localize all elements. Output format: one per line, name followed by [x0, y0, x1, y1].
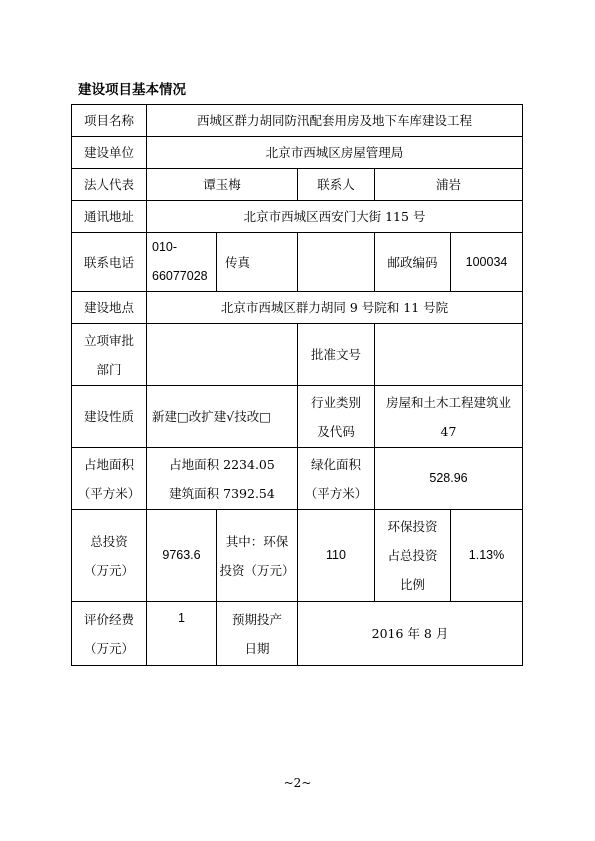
label-investment: [72, 510, 147, 602]
label-area-line2: （平方米）: [77, 485, 141, 501]
label-approval: [72, 324, 147, 386]
label-env-line2: 投资（万元）: [219, 562, 295, 578]
label-construction-unit: 建设单位: [72, 137, 147, 169]
label-address: 通讯地址: [72, 201, 147, 233]
value-industry-line2: 47: [440, 423, 457, 439]
label-investment-line1: 总投资: [90, 533, 128, 549]
row-nature: [72, 386, 523, 448]
label-ratio-line3: 比例: [399, 577, 425, 592]
label-ratio-line2: 占总投资: [387, 548, 438, 563]
value-legal-rep: 谭玉梅: [147, 169, 298, 201]
row-phone: [72, 233, 523, 292]
label-fax: 传真: [217, 233, 298, 292]
label-approval-line1: 立项审批: [83, 332, 134, 348]
value-approval-doc: [375, 324, 523, 386]
label-industry-line1: 行业类别: [310, 394, 361, 410]
value-assessment: 1: [147, 602, 217, 666]
value-phone: 010-66077028: [147, 233, 217, 292]
row-legal-rep: [72, 169, 523, 201]
label-nature: 建设性质: [72, 386, 147, 448]
label-assessment: [72, 602, 147, 666]
label-area-line1: 占地面积: [83, 456, 134, 472]
value-nature: 新建□改扩建√技改□: [147, 386, 298, 448]
label-assessment-line2: （万元）: [83, 640, 134, 656]
row-construction-unit: [72, 137, 523, 169]
value-contact: 浦岩: [375, 169, 523, 201]
value-area: [147, 448, 298, 510]
label-investment-line2: （万元）: [83, 562, 134, 578]
label-ratio-line1: 环保投资: [387, 519, 438, 534]
value-green-area: 528.96: [375, 448, 523, 510]
page-number: ~2~: [283, 776, 312, 790]
value-site: 北京市西城区群力胡同 9 号院和 11 号院: [147, 292, 523, 324]
section-title: 建设项目基本情况: [78, 82, 186, 98]
value-production-date: 2016 年 8 月: [298, 602, 523, 666]
row-address: [72, 201, 523, 233]
label-production-date: [217, 602, 298, 666]
row-project-name: [72, 105, 523, 137]
label-contact: 联系人: [298, 169, 375, 201]
value-address: 北京市西城区西安门大街 115 号: [147, 201, 523, 233]
value-fax: [298, 233, 375, 292]
label-green-line1: 绿化面积: [310, 456, 361, 472]
row-investment: [72, 510, 523, 602]
row-site: [72, 292, 523, 324]
label-project-name: 项目名称: [72, 105, 147, 137]
label-site: 建设地点: [72, 292, 147, 324]
row-approval: [72, 324, 523, 386]
label-env-investment: [217, 510, 298, 602]
label-assessment-line1: 评价经费: [83, 611, 134, 627]
label-area: [72, 448, 147, 510]
label-env-line1: 其中：环保: [225, 533, 289, 549]
label-date-line1: 预期投产: [231, 611, 282, 627]
label-date-line2: 日期: [244, 640, 270, 656]
label-industry: [298, 386, 375, 448]
value-project-name: 西城区群力胡同防汛配套用房及地下车库建设工程: [147, 105, 523, 137]
row-area: [72, 448, 523, 510]
value-approval: [147, 324, 298, 386]
value-area-line2: 建筑面积 7392.54: [169, 485, 275, 501]
value-industry-line1: 房屋和土木工程建筑业: [386, 394, 512, 410]
label-green-area: [298, 448, 375, 510]
value-postcode: 100034: [451, 233, 523, 292]
value-area-line1: 占地面积 2234.05: [169, 456, 275, 472]
label-approval-line2: 部门: [96, 361, 122, 377]
label-postcode: 邮政编码: [375, 233, 451, 292]
label-phone: 联系电话: [72, 233, 147, 292]
label-env-ratio: [375, 510, 451, 602]
value-env-ratio: 1.13%: [451, 510, 523, 602]
project-info-table: [71, 104, 523, 666]
label-industry-line2: 及代码: [317, 423, 355, 439]
value-env-investment: 110: [298, 510, 375, 602]
value-construction-unit: 北京市西城区房屋管理局: [147, 137, 523, 169]
label-green-line2: （平方米）: [304, 485, 368, 501]
value-investment: 9763.6: [147, 510, 217, 602]
label-approval-doc: 批准文号: [298, 324, 375, 386]
label-legal-rep: 法人代表: [72, 169, 147, 201]
row-assessment: [72, 602, 523, 666]
value-industry: [375, 386, 523, 448]
